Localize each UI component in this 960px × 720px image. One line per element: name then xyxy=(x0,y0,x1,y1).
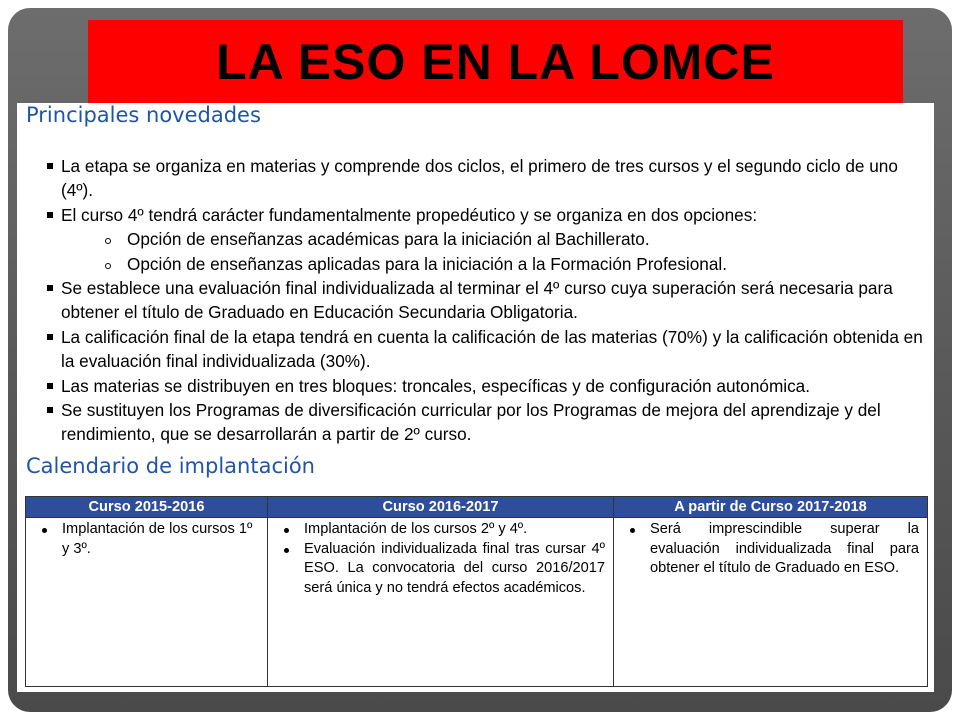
square-bullet-icon xyxy=(47,383,53,389)
sub-list xyxy=(61,227,931,276)
square-bullet-icon xyxy=(47,334,53,340)
list-item xyxy=(61,374,931,398)
cell-list-item xyxy=(34,520,259,559)
list-item-text: El curso 4º tendrá carácter fundamentalmente propedéutico y se organiza en dos opciones: xyxy=(61,204,758,225)
novedades-list xyxy=(61,154,931,447)
bullet-icon xyxy=(630,528,635,533)
square-bullet-icon xyxy=(47,212,53,218)
column-header: Curso 2015-2016 xyxy=(26,497,268,518)
title-banner xyxy=(88,20,903,103)
section-heading-calendario: Calendario de implantación xyxy=(26,454,315,478)
square-bullet-icon xyxy=(47,163,53,169)
column-header: Curso 2016-2017 xyxy=(268,497,614,518)
slide-title: LA ESO EN LA LOMCE xyxy=(216,33,775,90)
circle-bullet-icon xyxy=(105,238,111,244)
list-item-text: Se establece una evaluación final individualizada al terminar el 4º curso cuya superación será necesaria para obtener el título de Graduado en Educación Secundaria Obligatoria. xyxy=(61,278,893,323)
table-row xyxy=(26,518,928,687)
column-header: A partir de Curso 2017-2018 xyxy=(614,497,928,518)
table-cell xyxy=(268,518,614,687)
list-item xyxy=(61,154,931,203)
list-item-text: Se sustituyen los Programas de diversificación curricular por los Programas de mejora del aprendizaje y del rendimiento, que se desarrollarán a partir de 2º curso. xyxy=(61,400,881,445)
cell-list-item xyxy=(276,520,605,540)
list-item xyxy=(61,398,931,447)
cell-item-text: Será imprescindible superar la evaluación individualizada final para obtener el título de Graduado en ESO. xyxy=(650,521,919,576)
sub-list-item-text: Opción de enseñanzas académicas para la iniciación al Bachillerato. xyxy=(127,229,650,250)
cell-list-item xyxy=(276,540,605,599)
document-image xyxy=(17,103,934,692)
circle-bullet-icon xyxy=(105,263,111,269)
square-bullet-icon xyxy=(47,407,53,413)
list-item-text: Las materias se distribuyen en tres bloques: troncales, específicas y de configuración autonómica. xyxy=(61,375,811,396)
cell-item-text: Implantación de los cursos 2º y 4º. xyxy=(304,521,528,537)
square-bullet-icon xyxy=(47,285,53,291)
sub-list-item xyxy=(105,227,931,251)
calendar-table xyxy=(25,496,928,687)
bullet-icon xyxy=(42,528,47,533)
sub-list-item-text: Opción de enseñanzas aplicadas para la iniciación a la Formación Profesional. xyxy=(127,253,728,274)
table-header-row xyxy=(26,497,928,518)
cell-item-text: Implantación de los cursos 1º y 3º. xyxy=(62,521,253,557)
section-heading-novedades: Principales novedades xyxy=(26,103,261,127)
sub-list-item xyxy=(105,252,931,276)
table-cell xyxy=(614,518,928,687)
bullet-icon xyxy=(284,548,289,553)
table-cell xyxy=(26,518,268,687)
list-item xyxy=(61,276,931,325)
cell-item-text: Evaluación individualizada final tras cursar 4º ESO. La convocatoria del curso 2016/2017 será única y no tendrá efectos académicos. xyxy=(304,540,605,596)
list-item xyxy=(61,325,931,374)
list-item-text: La calificación final de la etapa tendrá en cuenta la calificación de las materias (70%) y la calificación obtenida en la evaluación final individualizada (30%). xyxy=(61,326,923,372)
list-item-text: La etapa se organiza en materias y comprende dos ciclos, el primero de tres cursos y el segundo ciclo de uno (4º). xyxy=(61,156,898,201)
cell-list-item xyxy=(622,520,919,579)
bullet-icon xyxy=(284,528,289,533)
list-item xyxy=(61,203,931,276)
